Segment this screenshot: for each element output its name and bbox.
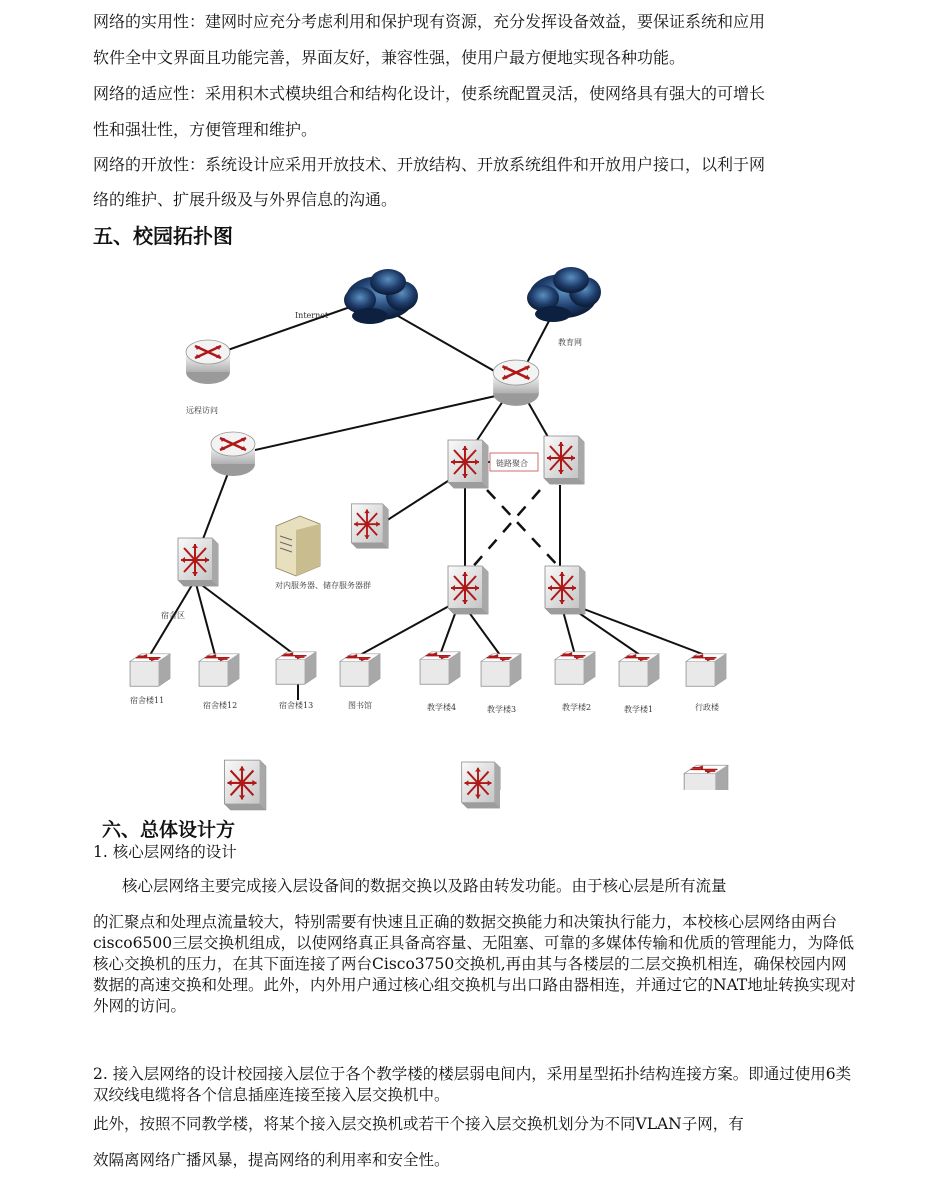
subsection-core-title: 1. 核心层网络的设计 — [93, 843, 237, 861]
paragraph-openness-1: 网络的开放性：系统设计应采用开放技术、开放结构、开放系统组件和开放用户接口，以利于网 — [93, 155, 766, 174]
paragraph-adaptability-2: 性和强壮性，方便管理和维护。 — [93, 120, 318, 139]
building-label: 教学楼2 — [562, 703, 592, 712]
building-label: 教学楼4 — [427, 703, 457, 712]
link-aggregation-label: 链路聚合 — [496, 459, 528, 468]
internet-label: Internet — [295, 311, 329, 320]
dorm-area-label: 宿舍区 — [161, 611, 185, 620]
access-switch-dorm11-icon — [130, 654, 170, 686]
paragraph-adaptability-1: 网络的适应性：采用积木式模块组合和结构化设计，使系统配置灵活，使网络具有强大的可增长 — [93, 84, 766, 103]
paragraph-practicality-1: 网络的实用性：建网时应充分考虑利用和保护现有资源，充分发挥设备效益，要保证系统和应用 — [93, 12, 766, 31]
access-switch-teaching4-icon — [420, 652, 460, 684]
dorm-distribution-switch-icon — [178, 538, 218, 586]
campus-topology-diagram — [0, 250, 950, 820]
core-switch-right-icon — [544, 436, 584, 484]
connection-lines — [150, 300, 705, 700]
redundant-links — [470, 490, 560, 570]
access-switch-admin-icon — [686, 654, 726, 686]
teaching-distribution-switch-right-icon — [545, 566, 585, 614]
server-icon — [276, 516, 320, 576]
building-label: 宿舍楼11 — [130, 696, 165, 705]
internet-cloud-icon — [344, 269, 418, 324]
building-label: 宿舍楼12 — [203, 701, 238, 710]
edu-network-label: 教育网 — [558, 338, 582, 347]
core-design-paragraph-2: 的汇聚点和处理点流量较大，特别需要有快速且正确的数据交换能力和决策执行能力，本校核心层网络由两台cisco6500三层交换机组成，以使网络真正具备高容量、无阻塞、可靠的多媒体传输和优质的管理能力，为降低核心交换机的压力，在其下面连接了两台Cisco3750交换机,再由其与各楼层的二层交换机相连，确保校园内网数据的高速交换和处理。此外，内外用户通过核心组交换机与出口路由器相连，并通过它的NAT地址转换实现对外网的访问。 — [93, 913, 856, 1015]
building-label: 图书馆 — [348, 701, 372, 710]
paragraph-openness-2: 络的维护、扩展升级及与外界信息的沟通。 — [93, 190, 398, 209]
border-router-icon — [493, 360, 539, 406]
remote-access-router-icon — [186, 340, 230, 384]
core-switch-left-icon — [448, 440, 488, 488]
core-design-paragraph-1: 核心层网络主要完成接入层设备间的数据交换以及路由转发功能。由于核心层是所有流量 — [122, 877, 727, 895]
server-switch-icon — [351, 504, 388, 548]
access-switch-teaching1-icon — [619, 654, 659, 686]
building-label: 教学楼3 — [487, 705, 517, 714]
access-design-paragraph-2: 此外，按照不同教学楼，将某个接入层交换机或若干个接入层交换机划分为不同VLAN子网，有 — [93, 1115, 744, 1133]
access-design-paragraph-1: 2. 接入层网络的设计校园接入层位于各个教学楼的楼层弱电间内，采用星型拓扑结构连接方案。即通过使用6类双绞线电缆将各个信息插座连接至接入层交换机中。 — [93, 1065, 852, 1104]
education-network-cloud-icon — [527, 267, 601, 322]
building-label: 行政楼 — [695, 703, 719, 712]
access-design-paragraph-3: 效隔离网络广播风暴，提高网络的利用率和安全性。 — [93, 1151, 450, 1169]
access-switch-teaching3-icon — [481, 654, 521, 686]
access-switch-dorm12-icon — [199, 654, 239, 686]
server-group-label: 对内服务器、储存服务器群 — [275, 581, 371, 590]
teaching-distribution-switch-left-icon — [448, 566, 488, 614]
access-switch-dorm13-icon — [276, 652, 316, 684]
legend-core-switch-icon — [224, 760, 265, 810]
paragraph-practicality-2: 软件全中文界面且功能完善，界面友好，兼容性强，使用户最方便地实现各种功能。 — [93, 48, 686, 67]
access-switch-library-icon — [340, 654, 380, 686]
remote-access-label: 远程访问 — [186, 406, 218, 415]
building-label: 宿舍楼13 — [279, 701, 314, 710]
section5-title: 五、校园拓扑图 — [93, 224, 233, 248]
section6-title: 六、总体设计方 — [102, 819, 236, 841]
access-switch-teaching2-icon — [555, 652, 595, 684]
building-label: 教学楼1 — [624, 705, 654, 714]
dorm-router-icon — [211, 432, 255, 476]
legend-distribution-switch-icon — [462, 762, 500, 808]
